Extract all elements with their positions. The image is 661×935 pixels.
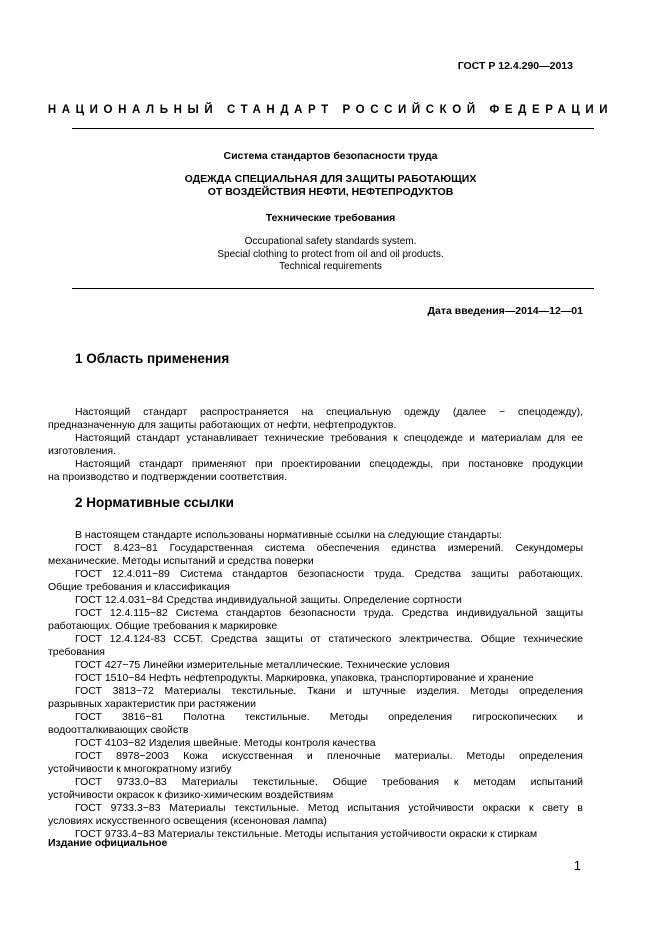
text-line: Настоящий стандарт применяют при проектировании спецодежды, при постановке продукции [75, 458, 583, 470]
reference-line: В настоящем стандарте использованы нормативные ссылки на следующие стандарты: [75, 529, 502, 541]
reference-line: работающих. Общие требования к маркировке [48, 620, 278, 632]
english-title [0, 236, 661, 274]
standards-system-title: Система стандартов безопасности труда [223, 150, 438, 162]
text-line: Настоящий стандарт распространяется на специальную одежду (далее − спецодежду), [75, 406, 583, 418]
reference-line: водоотталкивающих свойств [48, 724, 189, 736]
divider-top [72, 128, 594, 129]
reference-line: устойчивости к многократному изгибу [48, 763, 232, 775]
standard-code: ГОСТ Р 12.4.290—2013 [457, 60, 573, 72]
reference-line: ГОСТ 3816−81 Полотна текстильные. Методы определения гигроскопических и [75, 711, 583, 723]
english-title-line-3: Technical requirements [279, 261, 382, 272]
section-2-body [48, 529, 583, 841]
section-1-heading: 1 Область применения [75, 351, 230, 366]
official-edition-label: Издание официальное [48, 837, 168, 849]
reference-line: ГОСТ 12.4.011−89 Система стандартов безопасности труда. Средства защиты работающих. [75, 568, 583, 580]
reference-line: ГОСТ 8.423−81 Государственная система обеспечения единства измерений. Секундомеры [75, 542, 583, 554]
reference-line: условиях искусственного освещения (ксеноновая лампа) [48, 815, 327, 827]
title-line-2: ОТ ВОЗДЕЙСТВИЯ НЕФТИ, НЕФТЕПРОДУКТОВ [207, 186, 454, 198]
document-subtitle: Технические требования [265, 212, 396, 224]
document-title [0, 173, 661, 199]
reference-line: ГОСТ 9733.4−83 Материалы текстильные. Методы испытания устойчивости окраски к стиркам [75, 828, 538, 840]
reference-line: ГОСТ 427−75 Линейки измерительные металлические. Технические условия [75, 659, 450, 671]
reference-line: ГОСТ 1510−84 Нефть нефтепродукты. Маркировка, упаковка, транспортирование и хранение [75, 672, 534, 684]
text-line: изготовления. [48, 445, 116, 457]
introduction-date: Дата введения—2014—12—01 [427, 305, 583, 317]
text-line: на производство и подтверждении соответствия. [48, 471, 288, 483]
title-line-1: ОДЕЖДА СПЕЦИАЛЬНАЯ ДЛЯ ЗАЩИТЫ РАБОТАЮЩИХ [184, 173, 477, 185]
reference-line: ГОСТ 9733.3−83 Материалы текстильные. Метод испытания устойчивости окраски к свету в [75, 802, 583, 814]
reference-line: ГОСТ 12.4.124-83 ССБТ. Средства защиты от статического электричества. Общие технические [75, 633, 583, 645]
national-standard-heading: НАЦИОНАЛЬНЫЙ СТАНДАРТ РОССИЙСКОЙ ФЕДЕРАЦИИ [47, 104, 614, 116]
text-line: Настоящий стандарт устанавливает технические требования к спецодежде и материалам для ее [75, 432, 583, 444]
reference-line: ГОСТ 4103−82 Изделия швейные. Методы контроля качества [75, 737, 376, 749]
english-title-line-1: Occupational safety standards system. [244, 236, 417, 247]
reference-line: ГОСТ 8978−2003 Кожа искусственная и пленочные материалы. Методы определения [75, 750, 583, 762]
reference-line: ГОСТ 3813−72 Материалы текстильные. Ткани и штучные изделия. Методы определения [75, 685, 583, 697]
reference-line: Общие требования и классификация [48, 581, 230, 593]
english-title-line-2: Special clothing to protect from oil and oil products. [217, 248, 444, 260]
reference-line: ГОСТ 9733.0−83 Материалы текстильные. Общие требования к методам испытаний [75, 776, 583, 788]
divider-bottom [72, 288, 594, 289]
section-1-body [48, 406, 583, 484]
reference-line: механические. Методы испытаний и средства поверки [48, 555, 314, 567]
page-number: 1 [573, 858, 581, 873]
reference-line: разрывных характеристик при растяжении [48, 698, 257, 710]
reference-line: ГОСТ 12.4.115−82 Система стандартов безопасности труда. Средства индивидуальной защиты [75, 607, 583, 619]
reference-line: ГОСТ 12.4.031−84 Средства индивидуальной защиты. Определение сортности [75, 594, 462, 606]
reference-line: требования [48, 646, 105, 658]
text-line: предназначенную для защиты работающих от нефти, нефтепродуктов. [48, 419, 397, 431]
section-2-heading: 2 Нормативные ссылки [75, 495, 234, 510]
reference-line: устойчивости окрасок к физико-химическим воздействиям [48, 789, 334, 801]
